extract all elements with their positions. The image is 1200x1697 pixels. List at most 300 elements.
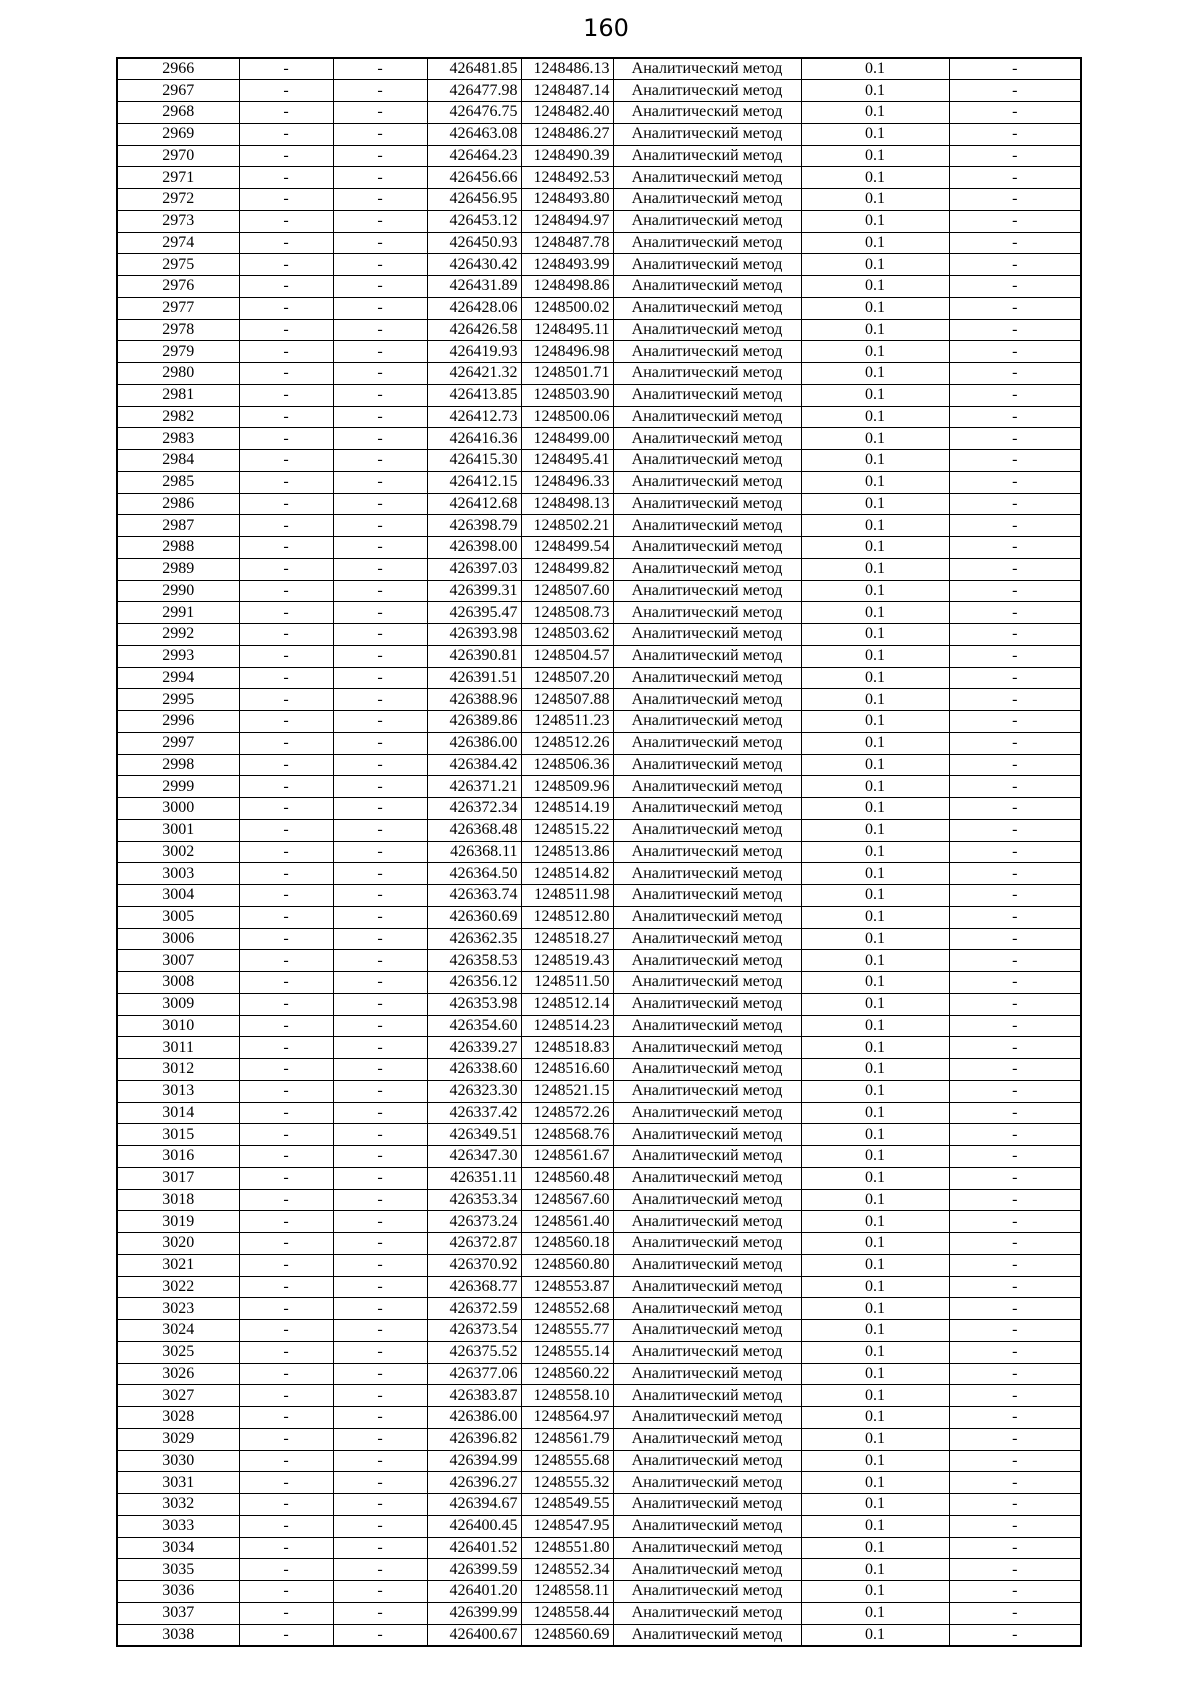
table-row (117, 123, 1081, 145)
dash-cell: - (239, 1494, 333, 1516)
dash-cell: - (949, 232, 1081, 254)
precision-cell: 0.1 (801, 363, 949, 385)
x-coordinate-cell: 426399.31 (427, 580, 521, 602)
method-cell: Аналитический метод (613, 624, 801, 646)
precision-cell: 0.1 (801, 1515, 949, 1537)
dash-cell: - (239, 754, 333, 776)
y-coordinate-cell: 1248555.14 (521, 1341, 613, 1363)
y-coordinate-cell: 1248498.86 (521, 276, 613, 298)
table-row (117, 1581, 1081, 1603)
point-number-cell: 2972 (117, 189, 239, 211)
x-coordinate-cell: 426421.32 (427, 363, 521, 385)
precision-cell: 0.1 (801, 798, 949, 820)
dash-cell: - (949, 1080, 1081, 1102)
dash-cell: - (239, 1146, 333, 1168)
point-number-cell: 2989 (117, 558, 239, 580)
y-coordinate-cell: 1248498.13 (521, 493, 613, 515)
y-coordinate-cell: 1248555.32 (521, 1472, 613, 1494)
dash-cell: - (333, 58, 427, 80)
x-coordinate-cell: 426373.54 (427, 1320, 521, 1342)
precision-cell: 0.1 (801, 906, 949, 928)
dash-cell: - (949, 732, 1081, 754)
precision-cell: 0.1 (801, 928, 949, 950)
method-cell: Аналитический метод (613, 1428, 801, 1450)
dash-cell: - (949, 819, 1081, 841)
method-cell: Аналитический метод (613, 711, 801, 733)
x-coordinate-cell: 426401.52 (427, 1537, 521, 1559)
dash-cell: - (949, 993, 1081, 1015)
y-coordinate-cell: 1248496.98 (521, 341, 613, 363)
dash-cell: - (333, 1624, 427, 1646)
x-coordinate-cell: 426477.98 (427, 80, 521, 102)
table-row (117, 1254, 1081, 1276)
dash-cell: - (239, 1320, 333, 1342)
method-cell: Аналитический метод (613, 1124, 801, 1146)
point-number-cell: 2984 (117, 450, 239, 472)
dash-cell: - (333, 1059, 427, 1081)
precision-cell: 0.1 (801, 885, 949, 907)
dash-cell: - (239, 254, 333, 276)
precision-cell: 0.1 (801, 863, 949, 885)
method-cell: Аналитический метод (613, 645, 801, 667)
dash-cell: - (949, 1428, 1081, 1450)
dash-cell: - (949, 1124, 1081, 1146)
x-coordinate-cell: 426368.11 (427, 841, 521, 863)
point-number-cell: 2966 (117, 58, 239, 80)
dash-cell: - (949, 1320, 1081, 1342)
table-row (117, 1298, 1081, 1320)
y-coordinate-cell: 1248558.44 (521, 1602, 613, 1624)
dash-cell: - (239, 297, 333, 319)
table-row (117, 58, 1081, 80)
dash-cell: - (333, 580, 427, 602)
y-coordinate-cell: 1248560.22 (521, 1363, 613, 1385)
dash-cell: - (239, 515, 333, 537)
point-number-cell: 2979 (117, 341, 239, 363)
x-coordinate-cell: 426363.74 (427, 885, 521, 907)
dash-cell: - (333, 232, 427, 254)
y-coordinate-cell: 1248561.79 (521, 1428, 613, 1450)
y-coordinate-cell: 1248515.22 (521, 819, 613, 841)
point-number-cell: 2995 (117, 689, 239, 711)
dash-cell: - (949, 1581, 1081, 1603)
point-number-cell: 2997 (117, 732, 239, 754)
precision-cell: 0.1 (801, 493, 949, 515)
point-number-cell: 3030 (117, 1450, 239, 1472)
precision-cell: 0.1 (801, 754, 949, 776)
dash-cell: - (333, 145, 427, 167)
dash-cell: - (949, 493, 1081, 515)
dash-cell: - (239, 1385, 333, 1407)
y-coordinate-cell: 1248552.68 (521, 1298, 613, 1320)
precision-cell: 0.1 (801, 58, 949, 80)
x-coordinate-cell: 426476.75 (427, 102, 521, 124)
precision-cell: 0.1 (801, 819, 949, 841)
point-number-cell: 3019 (117, 1211, 239, 1233)
dash-cell: - (239, 1189, 333, 1211)
dash-cell: - (949, 776, 1081, 798)
dash-cell: - (239, 1059, 333, 1081)
dash-cell: - (333, 1080, 427, 1102)
dash-cell: - (239, 1472, 333, 1494)
dash-cell: - (333, 972, 427, 994)
dash-cell: - (333, 1298, 427, 1320)
dash-cell: - (239, 537, 333, 559)
y-coordinate-cell: 1248568.76 (521, 1124, 613, 1146)
point-number-cell: 2990 (117, 580, 239, 602)
table-row (117, 363, 1081, 385)
precision-cell: 0.1 (801, 1472, 949, 1494)
y-coordinate-cell: 1248516.60 (521, 1059, 613, 1081)
table-row (117, 1320, 1081, 1342)
dash-cell: - (239, 885, 333, 907)
dash-cell: - (239, 1254, 333, 1276)
precision-cell: 0.1 (801, 711, 949, 733)
y-coordinate-cell: 1248561.67 (521, 1146, 613, 1168)
table-row (117, 645, 1081, 667)
dash-cell: - (333, 1559, 427, 1581)
dash-cell: - (949, 863, 1081, 885)
dash-cell: - (239, 732, 333, 754)
dash-cell: - (949, 972, 1081, 994)
precision-cell: 0.1 (801, 993, 949, 1015)
x-coordinate-cell: 426399.59 (427, 1559, 521, 1581)
dash-cell: - (949, 1559, 1081, 1581)
method-cell: Аналитический метод (613, 1624, 801, 1646)
dash-cell: - (949, 189, 1081, 211)
dash-cell: - (949, 123, 1081, 145)
table-row (117, 254, 1081, 276)
precision-cell: 0.1 (801, 1233, 949, 1255)
x-coordinate-cell: 426390.81 (427, 645, 521, 667)
dash-cell: - (333, 776, 427, 798)
dash-cell: - (333, 1254, 427, 1276)
table-row (117, 1363, 1081, 1385)
y-coordinate-cell: 1248572.26 (521, 1102, 613, 1124)
x-coordinate-cell: 426396.82 (427, 1428, 521, 1450)
point-number-cell: 3012 (117, 1059, 239, 1081)
method-cell: Аналитический метод (613, 1494, 801, 1516)
precision-cell: 0.1 (801, 1537, 949, 1559)
dash-cell: - (239, 1124, 333, 1146)
x-coordinate-cell: 426386.00 (427, 732, 521, 754)
dash-cell: - (949, 80, 1081, 102)
table-row (117, 754, 1081, 776)
table-row (117, 384, 1081, 406)
dash-cell: - (239, 1015, 333, 1037)
y-coordinate-cell: 1248503.90 (521, 384, 613, 406)
dash-cell: - (239, 841, 333, 863)
table-row (117, 993, 1081, 1015)
dash-cell: - (239, 1233, 333, 1255)
point-number-cell: 3020 (117, 1233, 239, 1255)
point-number-cell: 2967 (117, 80, 239, 102)
x-coordinate-cell: 426416.36 (427, 428, 521, 450)
precision-cell: 0.1 (801, 406, 949, 428)
dash-cell: - (333, 950, 427, 972)
y-coordinate-cell: 1248512.26 (521, 732, 613, 754)
y-coordinate-cell: 1248507.20 (521, 667, 613, 689)
y-coordinate-cell: 1248495.41 (521, 450, 613, 472)
dash-cell: - (333, 1015, 427, 1037)
method-cell: Аналитический метод (613, 341, 801, 363)
dash-cell: - (949, 1233, 1081, 1255)
point-number-cell: 3016 (117, 1146, 239, 1168)
dash-cell: - (239, 1624, 333, 1646)
dash-cell: - (949, 1189, 1081, 1211)
dash-cell: - (949, 841, 1081, 863)
x-coordinate-cell: 426426.58 (427, 319, 521, 341)
dash-cell: - (239, 145, 333, 167)
y-coordinate-cell: 1248518.83 (521, 1037, 613, 1059)
dash-cell: - (949, 1407, 1081, 1429)
dash-cell: - (949, 1494, 1081, 1516)
point-number-cell: 2975 (117, 254, 239, 276)
x-coordinate-cell: 426398.79 (427, 515, 521, 537)
method-cell: Аналитический метод (613, 189, 801, 211)
dash-cell: - (239, 993, 333, 1015)
y-coordinate-cell: 1248521.15 (521, 1080, 613, 1102)
point-number-cell: 3035 (117, 1559, 239, 1581)
method-cell: Аналитический метод (613, 1189, 801, 1211)
dash-cell: - (333, 1276, 427, 1298)
table-row (117, 319, 1081, 341)
precision-cell: 0.1 (801, 950, 949, 972)
x-coordinate-cell: 426450.93 (427, 232, 521, 254)
dash-cell: - (333, 885, 427, 907)
method-cell: Аналитический метод (613, 906, 801, 928)
x-coordinate-cell: 426364.50 (427, 863, 521, 885)
x-coordinate-cell: 426400.67 (427, 1624, 521, 1646)
y-coordinate-cell: 1248552.34 (521, 1559, 613, 1581)
dash-cell: - (333, 1407, 427, 1429)
dash-cell: - (239, 558, 333, 580)
point-number-cell: 2993 (117, 645, 239, 667)
precision-cell: 0.1 (801, 1146, 949, 1168)
y-coordinate-cell: 1248512.14 (521, 993, 613, 1015)
dash-cell: - (239, 1102, 333, 1124)
dash-cell: - (333, 1515, 427, 1537)
point-number-cell: 3008 (117, 972, 239, 994)
table-row (117, 1080, 1081, 1102)
method-cell: Аналитический метод (613, 1472, 801, 1494)
dash-cell: - (949, 210, 1081, 232)
table-row (117, 602, 1081, 624)
precision-cell: 0.1 (801, 1189, 949, 1211)
dash-cell: - (333, 450, 427, 472)
dash-cell: - (333, 1124, 427, 1146)
method-cell: Аналитический метод (613, 754, 801, 776)
point-number-cell: 3024 (117, 1320, 239, 1342)
precision-cell: 0.1 (801, 732, 949, 754)
x-coordinate-cell: 426377.06 (427, 1363, 521, 1385)
dash-cell: - (239, 1341, 333, 1363)
x-coordinate-cell: 426349.51 (427, 1124, 521, 1146)
y-coordinate-cell: 1248507.60 (521, 580, 613, 602)
method-cell: Аналитический метод (613, 254, 801, 276)
precision-cell: 0.1 (801, 689, 949, 711)
x-coordinate-cell: 426391.51 (427, 667, 521, 689)
precision-cell: 0.1 (801, 232, 949, 254)
point-number-cell: 2996 (117, 711, 239, 733)
table-row (117, 102, 1081, 124)
dash-cell: - (333, 254, 427, 276)
table-row (117, 428, 1081, 450)
precision-cell: 0.1 (801, 123, 949, 145)
point-number-cell: 3007 (117, 950, 239, 972)
dash-cell: - (333, 1472, 427, 1494)
dash-cell: - (239, 102, 333, 124)
dash-cell: - (239, 624, 333, 646)
dash-cell: - (239, 1298, 333, 1320)
x-coordinate-cell: 426463.08 (427, 123, 521, 145)
method-cell: Аналитический метод (613, 1515, 801, 1537)
precision-cell: 0.1 (801, 276, 949, 298)
coordinates-table-body (117, 58, 1081, 1646)
precision-cell: 0.1 (801, 537, 949, 559)
x-coordinate-cell: 426354.60 (427, 1015, 521, 1037)
method-cell: Аналитический метод (613, 1559, 801, 1581)
point-number-cell: 3010 (117, 1015, 239, 1037)
table-row (117, 297, 1081, 319)
dash-cell: - (239, 450, 333, 472)
precision-cell: 0.1 (801, 1581, 949, 1603)
page-number: 160 (583, 14, 629, 42)
precision-cell: 0.1 (801, 580, 949, 602)
table-row (117, 580, 1081, 602)
x-coordinate-cell: 426431.89 (427, 276, 521, 298)
precision-cell: 0.1 (801, 1385, 949, 1407)
dash-cell: - (949, 1450, 1081, 1472)
point-number-cell: 2978 (117, 319, 239, 341)
y-coordinate-cell: 1248514.23 (521, 1015, 613, 1037)
dash-cell: - (239, 667, 333, 689)
point-number-cell: 2999 (117, 776, 239, 798)
dash-cell: - (333, 1341, 427, 1363)
table-row (117, 928, 1081, 950)
dash-cell: - (333, 1102, 427, 1124)
x-coordinate-cell: 426360.69 (427, 906, 521, 928)
dash-cell: - (949, 754, 1081, 776)
dash-cell: - (333, 798, 427, 820)
x-coordinate-cell: 426395.47 (427, 602, 521, 624)
x-coordinate-cell: 426384.42 (427, 754, 521, 776)
dash-cell: - (333, 1211, 427, 1233)
method-cell: Аналитический метод (613, 580, 801, 602)
dash-cell: - (949, 58, 1081, 80)
method-cell: Аналитический метод (613, 950, 801, 972)
method-cell: Аналитический метод (613, 689, 801, 711)
method-cell: Аналитический метод (613, 167, 801, 189)
x-coordinate-cell: 426464.23 (427, 145, 521, 167)
table-row (117, 1037, 1081, 1059)
x-coordinate-cell: 426400.45 (427, 1515, 521, 1537)
method-cell: Аналитический метод (613, 384, 801, 406)
y-coordinate-cell: 1248558.10 (521, 1385, 613, 1407)
method-cell: Аналитический метод (613, 776, 801, 798)
x-coordinate-cell: 426430.42 (427, 254, 521, 276)
point-number-cell: 2985 (117, 471, 239, 493)
x-coordinate-cell: 426368.77 (427, 1276, 521, 1298)
dash-cell: - (239, 602, 333, 624)
x-coordinate-cell: 426373.24 (427, 1211, 521, 1233)
x-coordinate-cell: 426353.34 (427, 1189, 521, 1211)
dash-cell: - (239, 58, 333, 80)
point-number-cell: 2977 (117, 297, 239, 319)
dash-cell: - (239, 1407, 333, 1429)
point-number-cell: 3011 (117, 1037, 239, 1059)
dash-cell: - (333, 841, 427, 863)
dash-cell: - (949, 319, 1081, 341)
table-row (117, 210, 1081, 232)
precision-cell: 0.1 (801, 1298, 949, 1320)
dash-cell: - (239, 1602, 333, 1624)
point-number-cell: 2991 (117, 602, 239, 624)
method-cell: Аналитический метод (613, 1080, 801, 1102)
method-cell: Аналитический метод (613, 1102, 801, 1124)
precision-cell: 0.1 (801, 1211, 949, 1233)
precision-cell: 0.1 (801, 254, 949, 276)
x-coordinate-cell: 426358.53 (427, 950, 521, 972)
dash-cell: - (949, 254, 1081, 276)
dash-cell: - (239, 1559, 333, 1581)
method-cell: Аналитический метод (613, 1341, 801, 1363)
dash-cell: - (949, 471, 1081, 493)
point-number-cell: 3036 (117, 1581, 239, 1603)
dash-cell: - (239, 471, 333, 493)
precision-cell: 0.1 (801, 1494, 949, 1516)
point-number-cell: 3029 (117, 1428, 239, 1450)
dash-cell: - (949, 1037, 1081, 1059)
dash-cell: - (333, 80, 427, 102)
dash-cell: - (239, 776, 333, 798)
dash-cell: - (949, 276, 1081, 298)
table-row (117, 1515, 1081, 1537)
x-coordinate-cell: 426389.86 (427, 711, 521, 733)
dash-cell: - (333, 493, 427, 515)
method-cell: Аналитический метод (613, 1298, 801, 1320)
dash-cell: - (239, 972, 333, 994)
y-coordinate-cell: 1248560.18 (521, 1233, 613, 1255)
y-coordinate-cell: 1248487.78 (521, 232, 613, 254)
precision-cell: 0.1 (801, 515, 949, 537)
dash-cell: - (333, 167, 427, 189)
dash-cell: - (239, 928, 333, 950)
method-cell: Аналитический метод (613, 1363, 801, 1385)
point-number-cell: 3005 (117, 906, 239, 928)
method-cell: Аналитический метод (613, 732, 801, 754)
precision-cell: 0.1 (801, 1254, 949, 1276)
dash-cell: - (333, 558, 427, 580)
table-row (117, 471, 1081, 493)
dash-cell: - (333, 732, 427, 754)
method-cell: Аналитический метод (613, 210, 801, 232)
x-coordinate-cell: 426351.11 (427, 1167, 521, 1189)
method-cell: Аналитический метод (613, 1015, 801, 1037)
precision-cell: 0.1 (801, 1363, 949, 1385)
dash-cell: - (949, 1341, 1081, 1363)
table-row (117, 1102, 1081, 1124)
dash-cell: - (239, 384, 333, 406)
method-cell: Аналитический метод (613, 841, 801, 863)
y-coordinate-cell: 1248555.68 (521, 1450, 613, 1472)
dash-cell: - (949, 515, 1081, 537)
y-coordinate-cell: 1248558.11 (521, 1581, 613, 1603)
point-number-cell: 3033 (117, 1515, 239, 1537)
table-row (117, 1559, 1081, 1581)
x-coordinate-cell: 426388.96 (427, 689, 521, 711)
x-coordinate-cell: 426375.52 (427, 1341, 521, 1363)
